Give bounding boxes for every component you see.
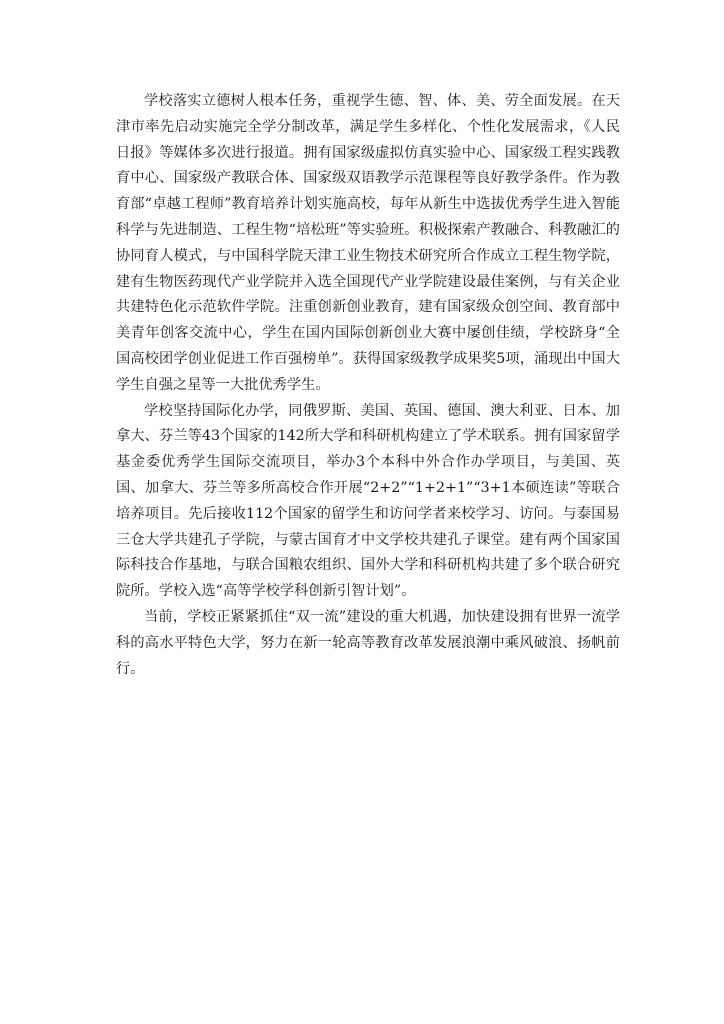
paragraph-internationalization: 学校坚持国际化办学，同俄罗斯、美国、英国、德国、澳大利亚、日本、加拿大、芬兰等43个国家的142所大学和科研机构建立了学术联系。拥有国家留学基金委优秀学生国际交流项目，举办3个本科中外合作办学项目，与美国、英国、加拿大、芬兰等多所高校合作开展“2+2”“1+2+1”“3+1本硕连读”等联合培养项目。先后接收112个国家的留学生和访问学者来校学习、访问。与泰国易三仓大学共建孔子学院，与蒙古国育才中文学校共建孔子课堂。建有两个国家国际科技合作基地，与联合国粮农组织、国外大学和科研机构共建了多个联合研究院所。学校入选“高等学校学科创新引智计划”。 [116, 402, 620, 600]
paragraph-development: 当前，学校正紧紧抓住“双一流”建设的重大机遇，加快建设拥有世界一流学科的高水平特色大学，努力在新一轮高等教育改革发展浪潮中乘风破浪、扬帆前行。 [116, 608, 620, 677]
paragraph-moral-education: 学校落实立德树人根本任务，重视学生德、智、体、美、劳全面发展。在天津市率先启动实施完全学分制改革，满足学生多样化、个性化发展需求，《人民日报》等媒体多次进行报道。拥有国家级虚拟仿真实验中心、国家级工程实践教育中心、国家级产教联合体、国家级双语教学示范课程等良好教学条件。作为教育部“卓越工程师”教育培养计划实施高校，每年从新生中选拔优秀学生进入智能科学与先进制造、工程生物“培松班”等实验班。积极探索产教融合、科教融汇的协同育人模式，与中国科学院天津工业生物技术研究所合作成立工程生物学院，建有生物医药现代产业学院并入选全国现代产业学院建设最佳案例，与有关企业共建特色化示范软件学院。注重创新创业教育，建有国家级众创空间、教育部中美青年创客交流中心，学生在国内国际创新创业大赛中屡创佳绩，学校跻身“全国高校团学创业促进工作百强榜单”。获得国家级教学成果奖5项，涌现出中国大学生自强之星等一大批优秀学生。 [116, 93, 620, 393]
body-text [116, 89, 620, 682]
